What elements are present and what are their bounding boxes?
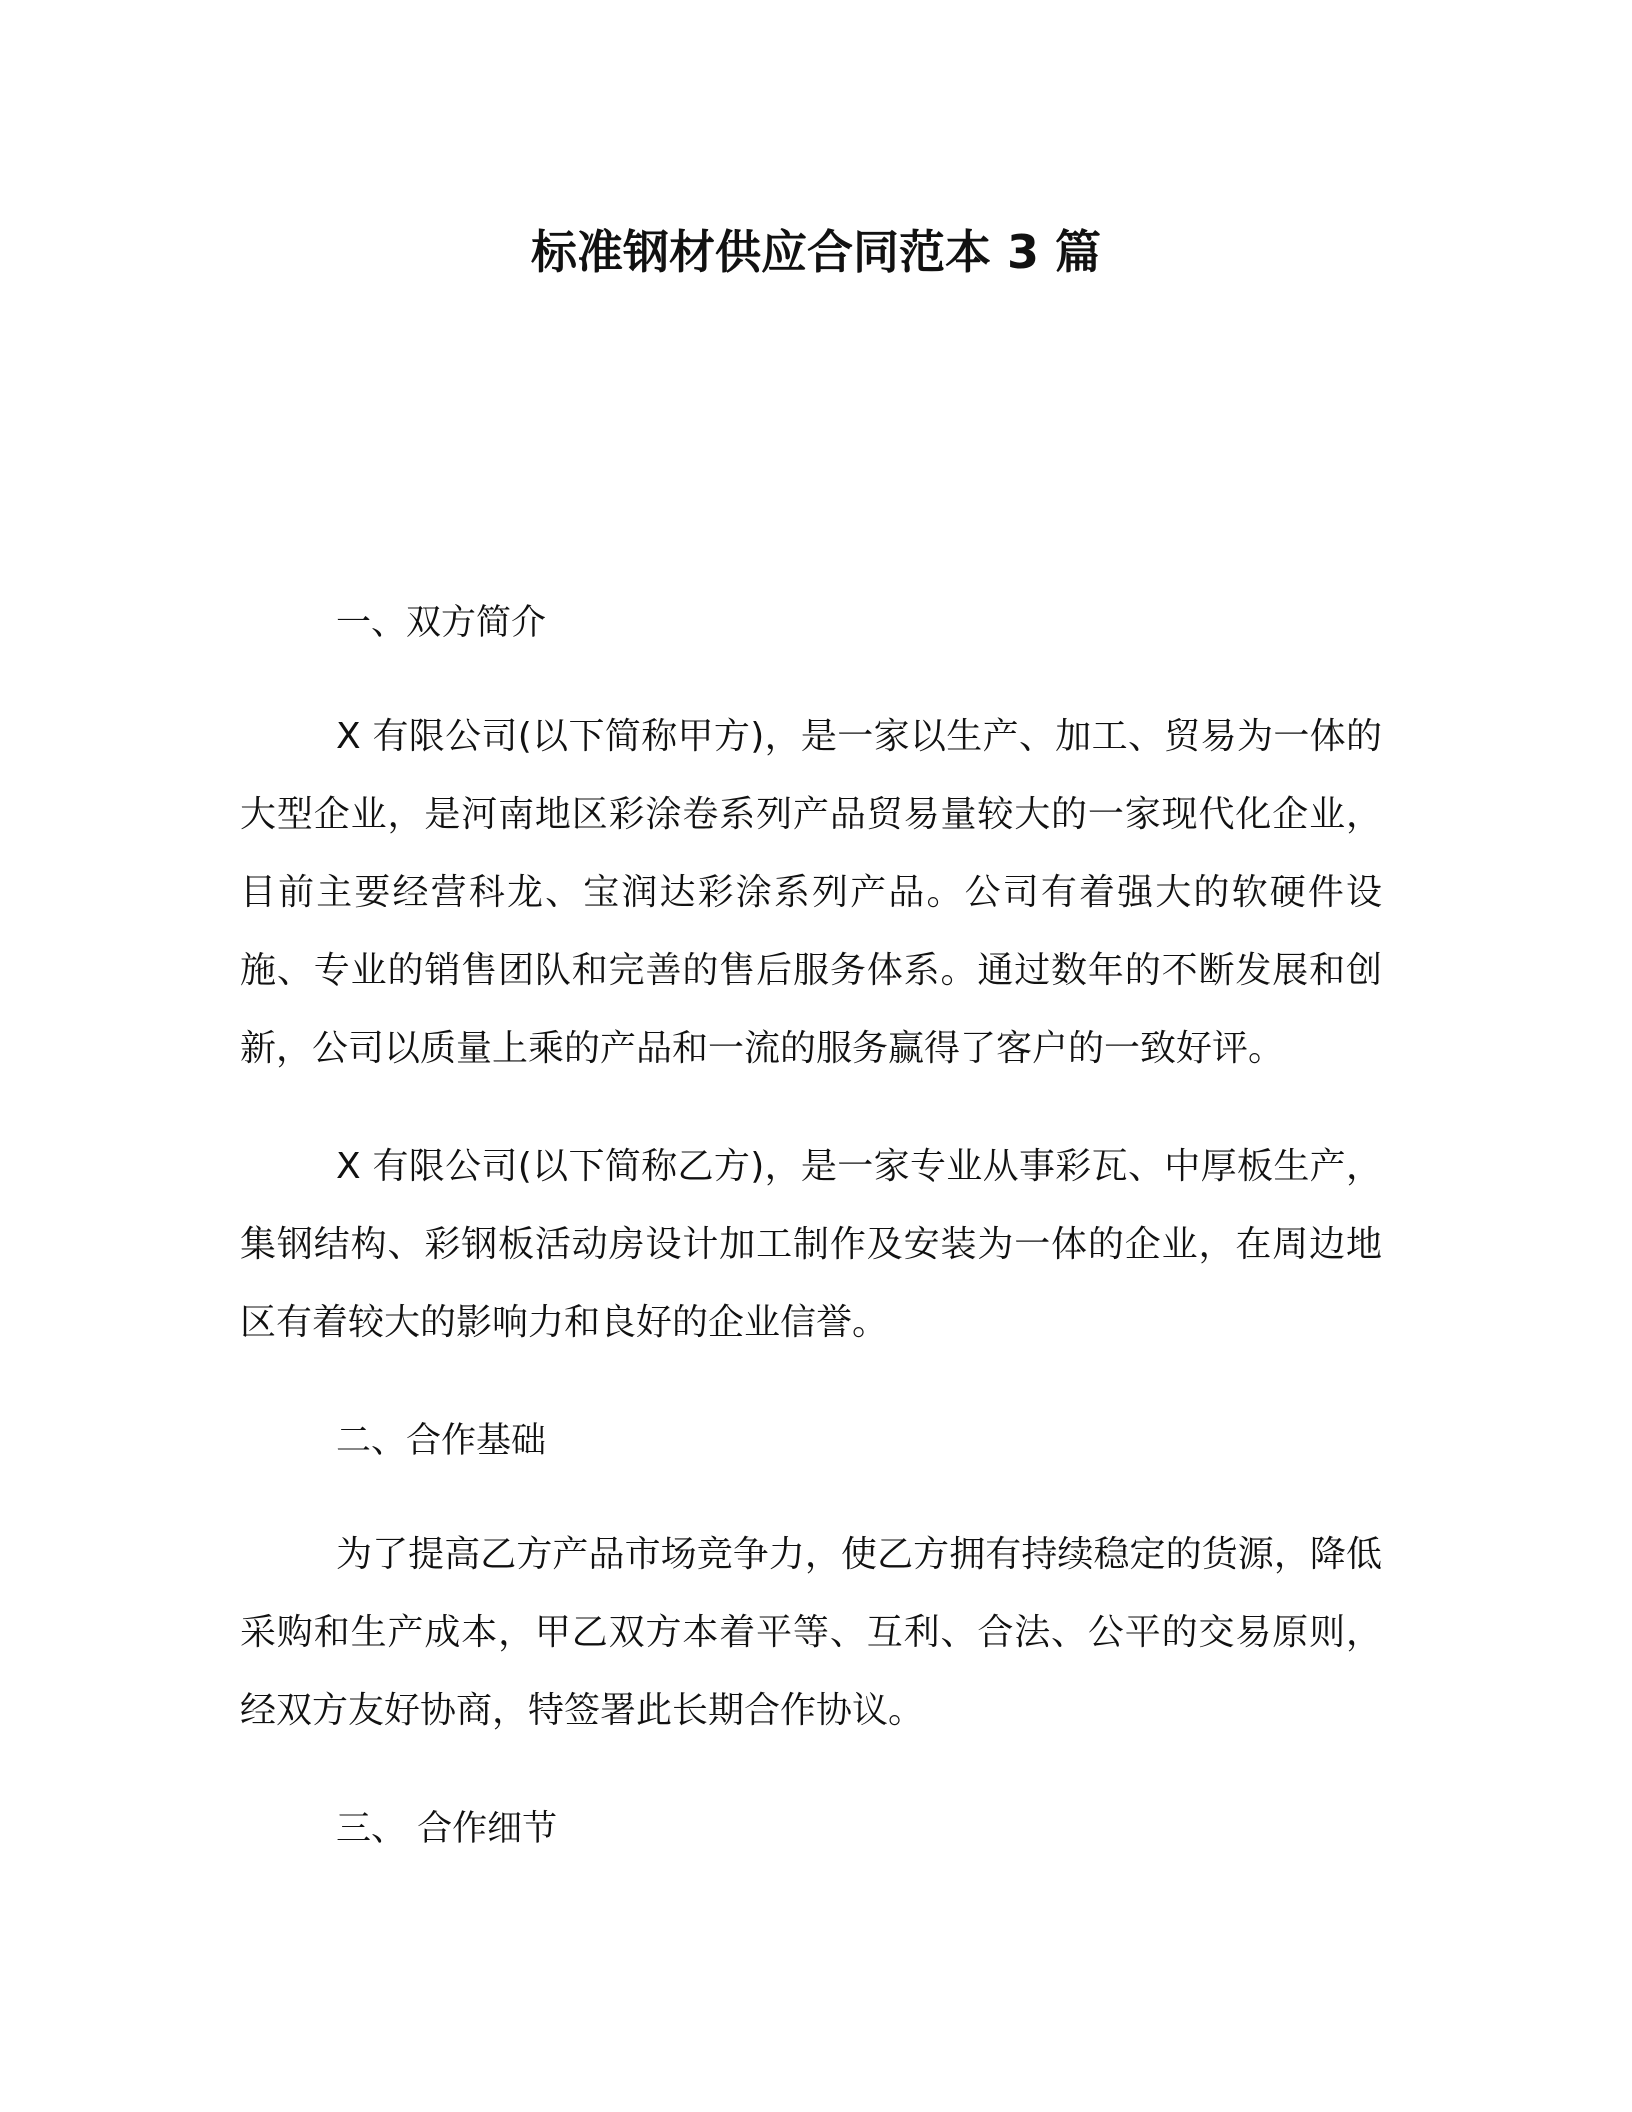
document-title: 标准钢材供应合同范本 3 篇 — [530, 225, 1102, 279]
section-heading-details: 三、 合作细节 — [336, 1809, 558, 1849]
paragraph-cooperation-basis: 为了提高乙方产品市场竞争力，使乙方拥有持续稳定的货源，降低采购和生产成本，甲乙双方本着平等、互利、合法、公平的交易原则，经双方友好协商，特签署此长期合作协议。 — [240, 1534, 1382, 1731]
paragraph-party-a: X 有限公司(以下简称甲方)，是一家以生产、加工、贸易为一体的大型企业，是河南地区彩涂卷系列产品贸易量较大的一家现代化企业，目前主要经营科龙、宝润达彩涂系列产品。公司有着强大的软硬件设施、专业的销售团队和完善的售后服务体系。通过数年的不断发展和创新，公司以质量上乘的产品和一流的服务赢得了客户的一致好评。 — [240, 716, 1382, 1069]
section-heading-basis: 二、合作基础 — [336, 1421, 547, 1461]
paragraph-party-b: X 有限公司(以下简称乙方)，是一家专业从事彩瓦、中厚板生产，集钢结构、彩钢板活动房设计加工制作及安装为一体的企业，在周边地区有着较大的影响力和良好的企业信誉。 — [240, 1146, 1382, 1343]
section-heading-intro: 一、双方简介 — [336, 603, 547, 643]
document-body — [240, 584, 1382, 1904]
